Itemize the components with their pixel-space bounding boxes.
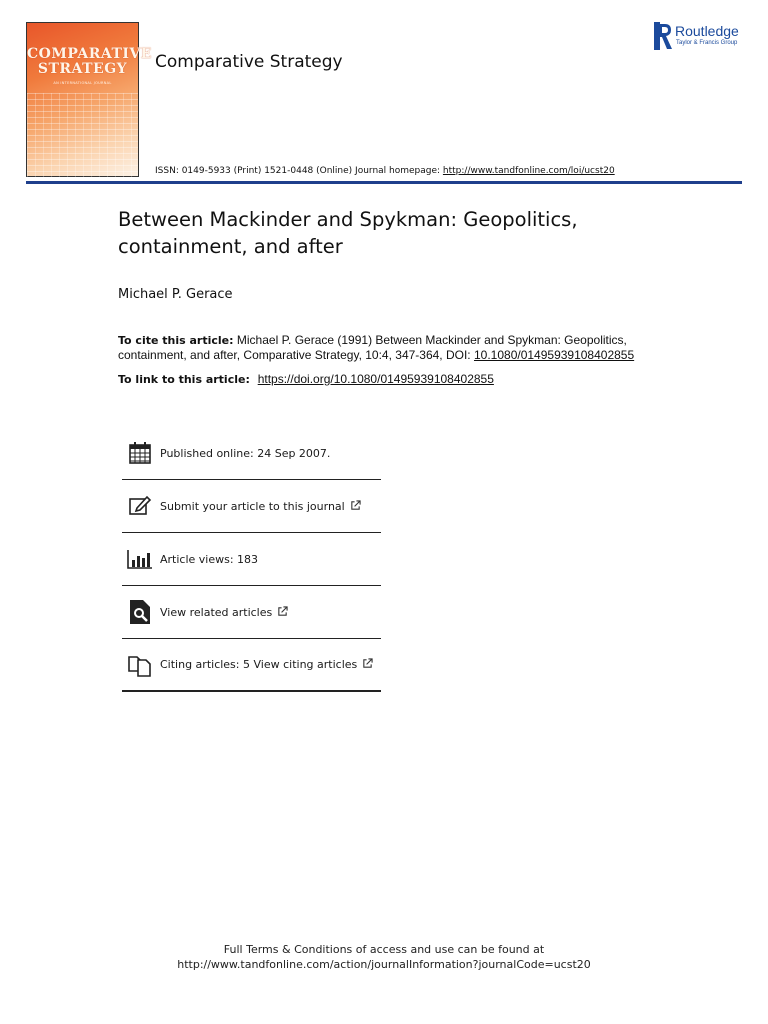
citing-articles-label: Citing articles: 5 View citing articles	[160, 658, 358, 671]
journal-homepage-link[interactable]: http://www.tandfonline.com/loi/ucst20	[442, 166, 615, 176]
submit-article-row[interactable]	[122, 480, 381, 533]
header-divider	[26, 181, 742, 184]
publisher-group: Taylor & Francis Group	[676, 40, 738, 46]
cover-pattern	[27, 93, 138, 178]
footer-terms-text: Full Terms & Conditions of access and use can be found at	[223, 943, 545, 956]
article-info-list	[122, 427, 381, 692]
submit-article-link[interactable]	[160, 500, 361, 513]
cite-text: Michael P. Gerace (1991) Between Mackinder and Spykman: Geopolitics, containment, and after, Comparative Strategy, 10:4, 347-364, DOI:	[118, 333, 627, 362]
external-link-icon	[277, 606, 288, 617]
cover-title-line1: COMPARATIVE	[27, 46, 152, 62]
edit-icon	[126, 492, 154, 520]
related-articles-label: View related articles	[160, 605, 273, 619]
article-views-row	[122, 533, 381, 586]
related-articles-row[interactable]	[122, 586, 381, 639]
published-online-text: Published online: 24 Sep 2007.	[160, 446, 331, 460]
journal-title: Comparative Strategy	[155, 52, 343, 72]
bar-chart-icon	[126, 545, 154, 573]
article-doi-link[interactable]: https://doi.org/10.1080/01495939108402855	[257, 372, 494, 386]
issn-text: ISSN: 0149-5933 (Print) 1521-0448 (Online) Journal homepage:	[155, 166, 443, 176]
link-label: To link to this article:	[118, 373, 254, 386]
footer-terms-link[interactable]: http://www.tandfonline.com/action/journalInformation?journalCode=ucst20	[177, 958, 591, 971]
article-author: Michael P. Gerace	[118, 287, 233, 302]
footer-terms	[0, 942, 768, 972]
issn-line	[155, 166, 615, 176]
publisher-logo[interactable]	[654, 22, 746, 50]
citing-articles-row[interactable]	[122, 639, 381, 692]
publisher-name: Routledge	[675, 23, 739, 39]
citing-articles-link[interactable]	[160, 658, 373, 671]
cite-doi-link[interactable]: 10.1080/01495939108402855	[473, 348, 635, 362]
cover-title-line2: STRATEGY	[37, 61, 128, 77]
external-link-icon	[362, 658, 373, 669]
published-online-row	[122, 427, 381, 480]
journal-cover-image	[26, 22, 152, 177]
cover-subtitle: AN INTERNATIONAL JOURNAL	[53, 81, 112, 85]
external-link-icon	[350, 500, 361, 511]
document-search-icon	[126, 598, 154, 626]
citing-documents-icon	[126, 651, 154, 679]
cover-title	[27, 46, 152, 77]
article-views-text: Article views: 183	[160, 552, 259, 566]
submit-article-label: Submit your article to this journal	[160, 499, 345, 513]
calendar-icon	[126, 439, 154, 467]
article-link-block	[118, 372, 678, 386]
related-articles-link[interactable]	[160, 606, 288, 619]
cite-label: To cite this article:	[118, 334, 234, 347]
routledge-logo-icon	[654, 22, 672, 50]
article-title: Between Mackinder and Spykman: Geopolitics, containment, and after	[118, 208, 578, 258]
citation-block	[118, 333, 678, 363]
